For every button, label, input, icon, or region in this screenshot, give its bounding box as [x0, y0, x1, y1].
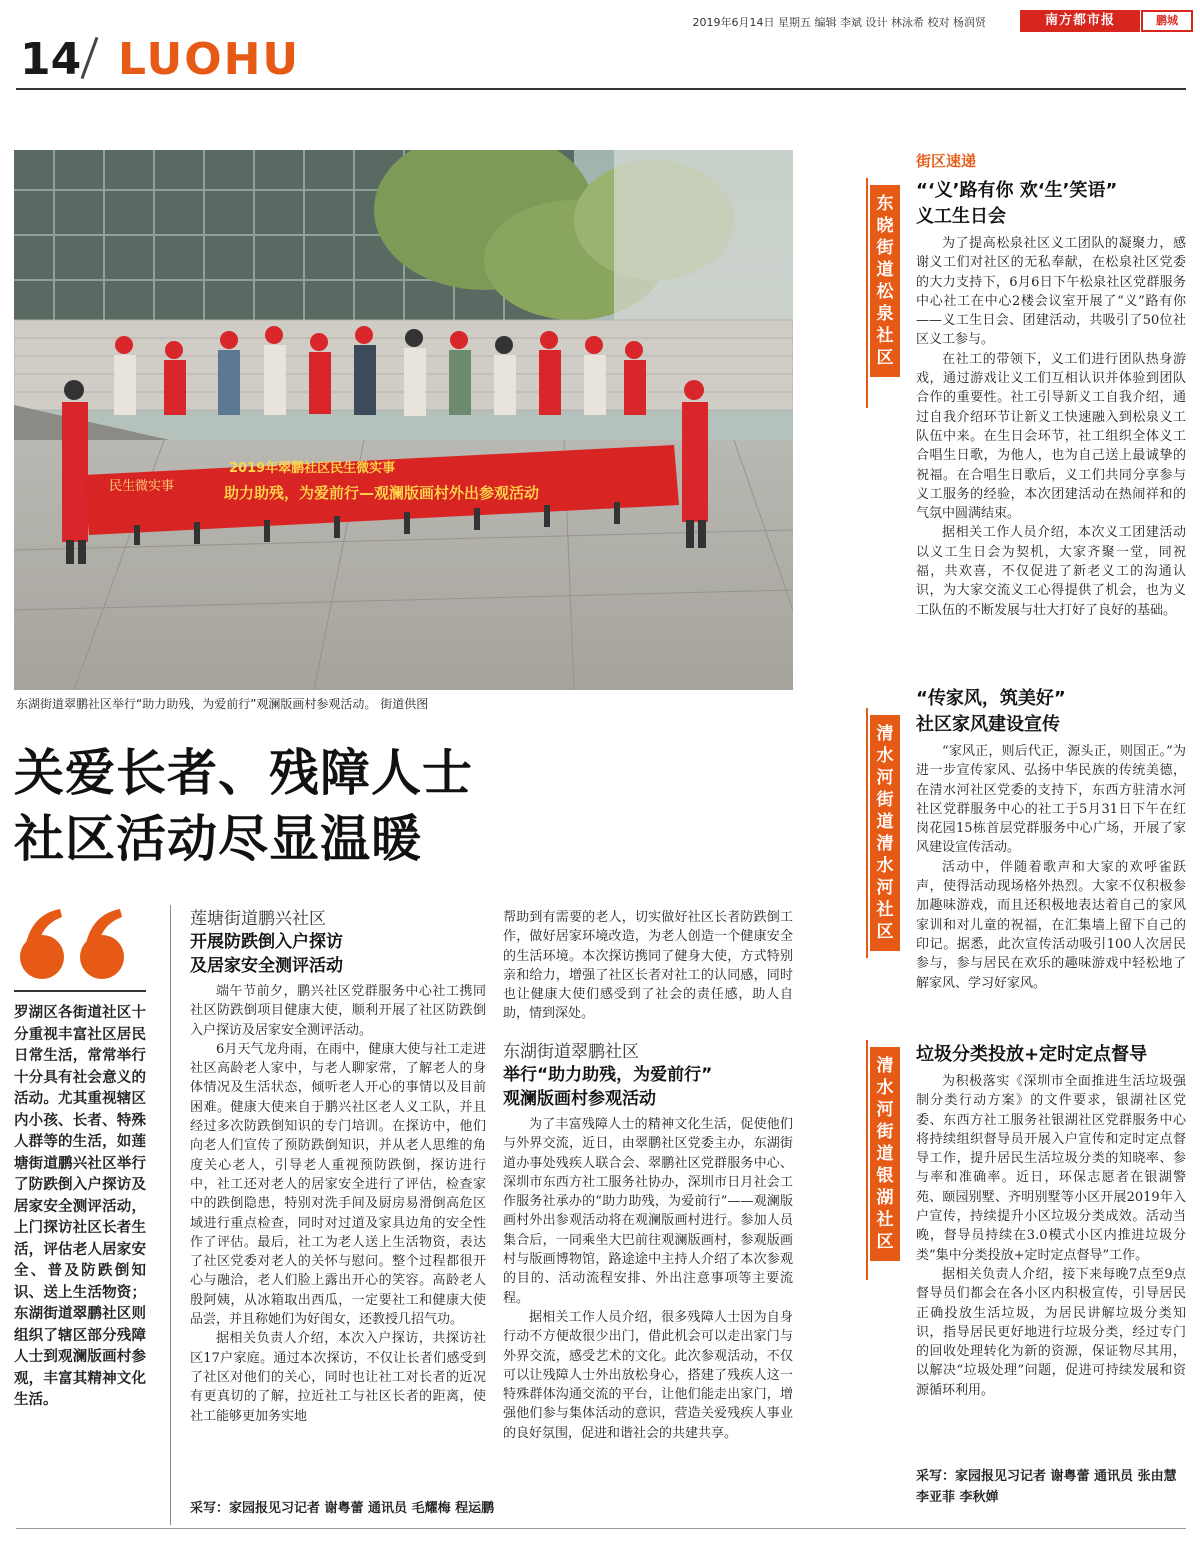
sidebar-article-qingshuihe	[916, 686, 1186, 993]
article-paragraph: 为了丰富残障人士的精神文化生活，促使他们与外界交流，近日，由翠鹏社区党委主办，东湖街道办事处残疾人联合会、翠鹏社区党群服务中心、深圳市东西方社工服务社协办，深圳市日月社会工作服务社承办的“助力助残，为爱前行”——观澜版画村外出参观活动将在观澜版画村进行。参加人员集合后，一同乘坐大巴前往观澜版画村，参观版画村与版画博物馆，路途途中主持人介绍了本次参观的目的、活动流程安排、外出注意事项等主要流程。	[503, 1117, 793, 1306]
tag-bar	[866, 708, 868, 958]
column-separator	[170, 905, 171, 1525]
sidebar-paragraph: 为了提高松泉社区义工团队的凝聚力，感谢义工们对社区的无私奉献，在松泉社区党委的大力支持下，6月6日下午松泉社区党群服务中心社工在中心2楼会议室开展了“义”路有你——义工生日会、团建活动，共吸引了50位社区义工参与。	[916, 236, 1186, 348]
sidebar-title-line-1: “传家风，筑美好”	[916, 688, 1066, 709]
article-cuipeng	[503, 1041, 793, 1443]
article-title-line-2: 及居家安全测评活动	[190, 956, 343, 976]
article-continuation: 帮助到有需要的老人，切实做好社区长者防跌倒工作，做好居家环境改造，为老人创造一个健康安全的生活环境。本次探访携同了健身大使，方式特别亲和给力，增强了社区长者对社工的认同感，同时也让健康大使们感受到了社会的责任感，助人自助，情到深处。	[503, 910, 793, 1022]
article-title-line-1: 举行“助力助残，为爱前行”	[503, 1065, 713, 1085]
header-rule	[16, 88, 1186, 90]
headline-line-1: 关爱长者、残障人士	[14, 744, 473, 802]
article-byline: 采写：家园报见习记者 谢粤蕾 通讯员 毛耀梅 程运鹏	[190, 1501, 495, 1516]
tag-bar	[866, 178, 868, 408]
sidebar-title-line-1: 垃圾分类投放+定时定点督导	[916, 1044, 1148, 1065]
article-title-line-1: 开展防跌倒入户探访	[190, 932, 343, 952]
sidebar-paragraph: 据相关工作人员介绍，本次义工团建活动以义工生日会为契机，大家齐聚一堂，同祝福，共欢喜，不仅促进了新老义工的沟通认识，为大家交流义工心得提供了机会，也为义工队伍的不断发展与壮大打好了良好的基础。	[916, 525, 1186, 618]
sidebar-paragraph: 活动中，伴随着歌声和大家的欢呼雀跃声，使得活动现场格外热烈。大家不仅积极参加趣味游戏，而且还积极地表达着自己的家风家训和对儿童的祝福，在汇集墙上留下自己的印记。据悉，此次宣传活动吸引100人次居民参与，参与居民在欢乐的趣味游戏中轻松地了解家风、学习好家风。	[916, 859, 1186, 991]
article-paragraph: 6月天气龙舟雨，在雨中，健康大使与社工走进社区高龄老人家中，与老人聊家常，了解老人的身体情况及生活状态，倾听老人开心的事情以及目前困难。健康大使来自于鹏兴社区老人义工队，并且经过多次防跌倒知识的专门培训。在探访中，他们向老人们宣传了预防跌倒知识，并从老人思维的角度关心老人，引导老人重视预防跌倒，探访进行中，社工还对老人的居家安全进行了评估，检查家中的跌倒隐患，特别对洗手间及厨房易滑倒高危区域进行重点检查，同时对过道及家具边角的安全性作了评估。最后，社工为老人送上生活物资，表达了社区党委对老人的关怀与慰问。整个过程都很开心与融洽，老人们脸上露出开心的笑容。高龄老人殷阿姨，从冰箱取出西瓜，一定要社工和健康大使品尝，并且称她们为好闺女，还教授几招气功。	[190, 1041, 486, 1328]
photo-caption: 东湖街道翠鹏社区举行“助力助残，为爱前行”观澜版画村参观活动。 街道供图	[16, 697, 429, 711]
main-headline	[14, 740, 473, 872]
banner-left: 民生微实事	[109, 479, 175, 494]
article-paragraph: 端午节前夕，鹏兴社区党群服务中心社工携同社区防跌倒项目健康大使，顺利开展了社区防跌倒入户探访及居家安全测评活动。	[190, 984, 486, 1038]
banner-title: 2019年翠鹏社区民生微实事	[229, 461, 396, 476]
quote-mark-icon	[14, 905, 134, 989]
sidebar-tag-qingshuihe: 清水河街道清水河社区	[870, 715, 900, 951]
sidebar-tag-songquan: 东晓街道松泉社区	[870, 185, 900, 377]
section-title: LUOHU	[118, 34, 301, 85]
page-divider-slash	[81, 37, 99, 79]
sidebar-header: 街区速递	[916, 152, 977, 170]
banner-main: 助力助残，为爱前行—观澜版画村外出参观活动	[224, 484, 540, 502]
tag-bar	[866, 1040, 868, 1280]
group-photo	[14, 150, 793, 690]
sidebar-paragraph: “家风正，则后代正，源头正，则国正。”为进一步宣传家风、弘扬中华民族的传统美德，在清水河社区党委的支持下，东西方驻清水河社区党群服务中心的社工于5月31日下午在红岗花园15栋首层党群服务中心广场，开展了家风建设宣传活动。	[916, 744, 1186, 856]
article-title-line-2: 观澜版画村参观活动	[503, 1089, 656, 1109]
article-paragraph: 据相关负责人介绍，本次入户探访，共探访社区17户家庭。通过本次探访，不仅让长者们感受到了社区对他们的关心，同时也让社工对长者的近况有更真切的了解，拉近社工与社区长者的距离，使社工能够更加务实地	[190, 1331, 486, 1424]
footer-rule	[16, 1528, 1186, 1529]
sidebar-byline: 采写：家园报见习记者 谢粤蕾 通讯员 张由慧 李亚菲 李秋婵	[916, 1469, 1177, 1505]
sidebar-paragraph: 据相关负责人介绍，接下来每晚7点至9点督导员们都会在各小区内积极宣传，引导居民正确投放生活垃圾，为居民讲解垃圾分类知识，指导居民更好地进行垃圾分类，经过专门的回收处理转化为新的资源，保证物尽其用，以解决“垃圾处理”问题，促进可持续发展和资源循环利用。	[916, 1266, 1186, 1398]
sidebar-tag-yinhu: 清水河街道银湖社区	[870, 1047, 900, 1261]
newspaper-logo: 南方都市报	[1020, 10, 1140, 32]
sidebar-title-line-2: 义工生日会	[916, 206, 1006, 227]
sidebar-paragraph: 为积极落实《深圳市全面推进生活垃圾强制分类行动方案》的文件要求，银湖社区党委、东西方社工服务社银湖社区党群服务中心将持续组织督导员开展入户宣传和定时定点督导工作，提升居民生活垃圾分类的知晓率、参与率和准确率。近日，环保志愿者在银湖警苑、颐园别墅、齐明别墅等小区开展2019年入户宣传，持续提升小区垃圾分类成效。活动当晚，督导员持续在3.0模式小区内推进垃圾分类“集中分类投放+定时定点督导”工作。	[916, 1074, 1186, 1263]
sidebar-article-yinhu	[916, 1042, 1186, 1400]
sidebar-article-songquan	[916, 178, 1186, 620]
headline-line-2: 社区活动尽显温暖	[14, 810, 422, 868]
page-number: 14	[20, 34, 82, 85]
sidebar-paragraph: 在社工的带领下，义工们进行团队热身游戏，通过游戏让义工们互相认识并体验到团队合作的重要性。社工引导新义工自我介绍，通过自我介绍环节让新义工快速融入到松泉义工队伍中来。在生日会环节，社工组织全体义工合唱生日歌，为他人，也为自己送上最诚挚的祝福。在合唱生日歌后，义工们共同分享参与义工服务的经验，本次团建活动在热闹祥和的气氛中圆满结束。	[916, 351, 1186, 522]
lead-rule	[14, 990, 146, 992]
group-photo-illustration	[14, 150, 793, 690]
sidebar-title-line-1: “‘义’路有你 欢‘生’笑语”	[916, 180, 1118, 201]
masthead-info: 2019年6月14日 星期五 编辑 李斌 设计 林泳希 校对 杨润贤	[692, 16, 986, 29]
lead-paragraph: 罗湖区各街道社区十分重视丰富社区居民日常生活，常常举行十分具有社会意义的活动。尤其重视辖区内小孩、长者、特殊人群等的生活，如莲塘街道鹏兴社区举行了防跌倒入户探访及居家安全测评活动，上门探访社区长者生活，评估老人居家安全、普及防跌倒知识、送上生活物资；东湖街道翠鹏社区则组织了辖区部分残障人士到观澜版画村参观，丰富其精神文化生活。	[14, 1005, 146, 1408]
sidebar-title-line-2: 社区家风建设宣传	[916, 714, 1060, 735]
article-section: 莲塘街道鹏兴社区	[190, 909, 326, 929]
article-pengxing	[190, 908, 486, 1426]
article-section: 东湖街道翠鹏社区	[503, 1042, 639, 1062]
edition-logo: 鹏城	[1141, 10, 1193, 32]
article-paragraph: 据相关工作人员介绍，很多残障人士因为自身行动不方便故很少出门，借此机会可以走出家门与外界交流，感受艺术的文化。此次参观活动，不仅可以让残障人士外出放松身心，搭建了残疾人这一特殊群体沟通交流的平台，让他们能走出家门，增强他们参与集体活动的意识，营造关爱残疾人事业的良好氛围，促进和谐社会的共建共享。	[503, 1309, 793, 1441]
